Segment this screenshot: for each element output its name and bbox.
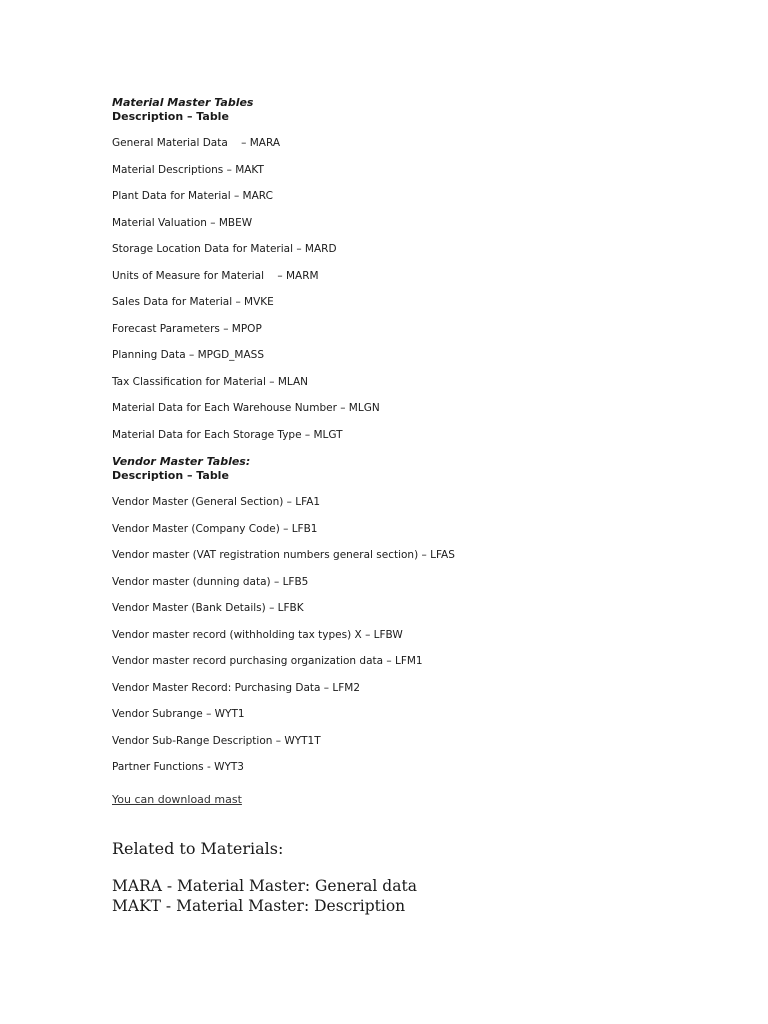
material-row: Tax Classification for Material – MLAN xyxy=(112,375,309,388)
vendor-section xyxy=(112,455,732,774)
related-line: MARA - Material Master: General data xyxy=(112,877,417,895)
related-heading: Related to Materials: xyxy=(112,839,284,858)
vendor-row: Vendor Master (General Section) – LFA1 xyxy=(112,496,321,508)
material-row: Sales Data for Material – MVKE xyxy=(112,296,274,308)
vendor-row: Vendor Master (Bank Details) – LFBK xyxy=(112,602,304,614)
vendor-row: Vendor Master Record: Purchasing Data – LFM2 xyxy=(112,681,360,694)
material-row: Forecast Parameters – MPOP xyxy=(112,322,262,335)
vendor-row: Vendor Subrange – WYT1 xyxy=(112,708,245,720)
material-row: Plant Data for Material – MARC xyxy=(112,190,273,202)
vendor-table-list xyxy=(112,496,732,774)
material-row: Material Valuation – MBEW xyxy=(112,216,253,229)
vendor-section-title: Vendor Master Tables: xyxy=(112,455,251,468)
material-row: General Material Data – MARA xyxy=(112,137,281,149)
vendor-row: Vendor Master (Company Code) – LFB1 xyxy=(112,522,318,535)
vendor-row: Partner Functions - WYT3 xyxy=(112,761,244,773)
material-row: Planning Data – MPGD_MASS xyxy=(112,349,264,361)
material-section-subtitle: Description – Table xyxy=(112,110,229,123)
material-table-list xyxy=(112,137,732,442)
vendor-row: Vendor master (VAT registration numbers general section) – LFAS xyxy=(112,549,455,561)
material-section xyxy=(112,96,732,442)
material-section-title: Material Master Tables xyxy=(112,96,254,109)
vendor-row: Vendor master record (withholding tax types) X – LFBW xyxy=(112,628,403,641)
vendor-row: Vendor master (dunning data) – LFB5 xyxy=(112,575,309,588)
download-link[interactable]: You can download mast xyxy=(112,792,242,806)
related-line: MAKT - Material Master: Description xyxy=(112,897,406,915)
material-row: Material Data for Each Storage Type – MLGT xyxy=(112,428,343,441)
document-body xyxy=(112,96,732,807)
related-list xyxy=(112,876,417,916)
vendor-row: Vendor Sub-Range Description – WYT1T xyxy=(112,734,321,747)
material-row: Storage Location Data for Material – MARD xyxy=(112,243,337,255)
vendor-section-subtitle: Description – Table xyxy=(112,469,229,482)
material-row: Units of Measure for Material – MARM xyxy=(112,269,319,282)
material-row: Material Descriptions – MAKT xyxy=(112,163,264,176)
material-row: Material Data for Each Warehouse Number – MLGN xyxy=(112,402,380,414)
vendor-row: Vendor master record purchasing organization data – LFM1 xyxy=(112,655,423,667)
